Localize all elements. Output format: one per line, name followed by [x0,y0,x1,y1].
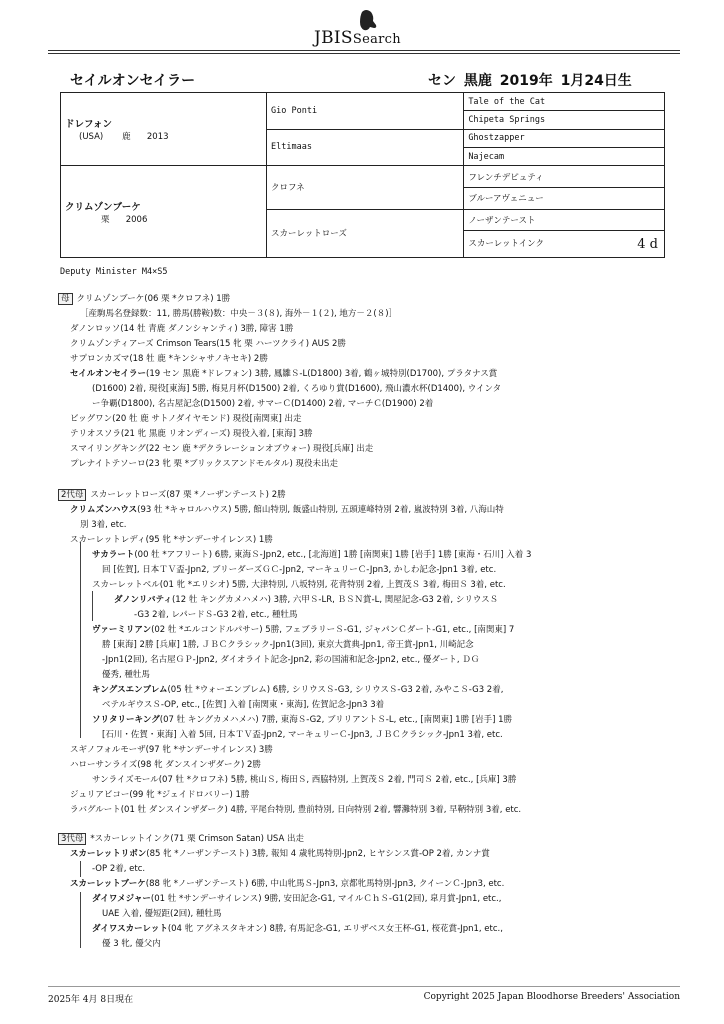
list-item: サンライズモール(07 牡 *クロフネ) 5勝, 桃山Ｓ, 梅田Ｓ, 西脇特別, 上賀茂Ｓ 2着, 門司Ｓ 2着, etc., [兵庫] 3勝 [92,775,517,785]
dam-progeny-stats: ［産駒馬名登録数：11, 勝馬(勝鞍)数：中央－３(８), 海外－１(２), 地方－２(８)］ [80,309,398,319]
gen-label-1: 母 [58,293,73,305]
list-item: ダイワメジャー(01 牡 *サンデーサイレンス) 9勝, 安田記念-G1, マイルＣｈＳ-G1(2回), 皐月賞-Jpn1, etc., [92,894,502,904]
gen3-3: Ghostzapper [464,129,665,147]
gen-label-3: 3代母 [58,833,86,845]
list-item: (D1600) 2着, 現役[東海] 5勝, 梅見月杯(D1500) 2着, くろゆり賞(D1600), 飛山濃水杯(D1400), ウインタ [92,384,502,394]
footer-rule [48,986,680,987]
footer-date: 2025年 4月 8日現在 [48,995,134,1005]
family-number: 4 d [637,236,658,252]
list-item: ソリタリーキング(07 牡 キングカメハメハ) 7勝, 東海Ｓ-G2, ブリリアントＳ-L, etc., [南関東] 1勝 [岩手] 1勝 [92,715,513,725]
gen-label-2: 2代母 [58,489,86,501]
inbreeding-note: Deputy Minister M4×S5 [60,267,168,277]
list-item: -OP 2着, etc. [92,864,146,874]
list-item: サプロンカズマ(18 牡 鹿 *キンシャサノキセキ) 2勝 [70,354,268,364]
list-item: スカーレットリボン(85 牝 *ノーザンテースト) 3勝, 報知 4 歳牝馬特別-Jpn2, ヒヤシンス賞-OP 2着, カンナ賞 [70,849,490,859]
list-item: -G3 2着, レパードＳ-G3 2着, etc., 種牡馬 [134,610,298,620]
list-item: スギノフォルモーザ(97 牝 *サンデーサイレンス) 3勝 [70,745,273,755]
list-item: ダノンリバティ(12 牡 キングカメハメハ) 3勝, 六甲Ｓ-LR, ＢＳＮ賞-L, 関屋記念-G3 2着, シリウスＳ [114,595,499,605]
list-item: ビッグワン(20 牡 鹿 サトノダイヤモンド) 現役[南関東] 出走 [70,414,302,424]
list-item: テリオスソラ(21 牝 黒鹿 リオンディーズ) 現役入着, [東海] 3勝 [70,429,313,439]
list-item: ダイワスカーレット(04 牝 アグネスタキオン) 8勝, 有馬記念-G1, エリザベス女王杯-G1, 桜花賞-Jpn1, etc., [92,924,503,934]
dam-details: 栗 2006 [101,214,148,225]
list-item: 優 3 牝, 優父内 [102,939,161,949]
horse-name: セイルオンセイラー [70,73,196,89]
list-item: 別 3着, etc. [80,520,127,530]
pedigree-table [60,92,665,258]
gen3-6: ブルーアヴェニュー [464,187,665,209]
dam-section [58,292,658,472]
header-rule-2 [48,53,680,54]
list-item: セイルオンセイラー(19 セン 黒鹿 *ドレフォン) 3勝, 鳳雛Ｓ-L(D1800) 3着, 鶴ヶ城特別(D1700), プラタナス賞 [70,369,498,379]
horse-info: セン 黒鹿 2019年 1月24日生 [428,73,632,89]
list-item: ヴァーミリアン(02 牡 *エルコンドルパサー) 5勝, フェブラリーＳ-G1, ジャパンＣダート-G1, etc., [南関東] 7 [92,625,515,635]
list-item: ー争覇(D1800), 名古屋記念(D1500) 2着, サマーＣ(D1400) 2着, マーチＣ(D1900) 2着 [92,399,434,409]
third-dam-entry: *スカーレットインク(71 栗 Crimson Satan) USA 出走 [90,834,304,844]
list-item: サカラート(00 牡 *アフリート) 6勝, 東海Ｓ-Jpn2, etc., [北海道] 1勝 [南関東] 1勝 [岩手] 1勝 [東海・石川] 入着 3 [92,550,532,560]
footer-copyright: Copyright 2025 Japan Bloodhorse Breeders' Association [423,992,680,1002]
gen3-5: フレンチデピュティ [464,166,665,188]
list-item: [石川・佐賀・東海] 入着 5回, 日本ＴＶ盃-Jpn2, マーキュリーＣ-Jpn3, ＪＢＣクラシック-Jpn1 3着, etc. [102,730,503,740]
tree-rule [92,591,93,621]
header-rule [48,50,680,51]
dam-cell [61,166,267,258]
sire-name: ドレフォン [65,119,113,131]
tree-rule [80,892,81,948]
list-item: スカーレットレディ(95 牝 *サンデーサイレンス) 1勝 [70,535,273,545]
dam-entry: クリムゾンブーケ(06 栗 *クロフネ) 1勝 [76,294,231,304]
gen3-1: Tale of the Cat [464,93,665,111]
list-item: ラバグルート(01 牡 ダンスインザダーク) 4勝, 平尾台特別, 豊前特別, 日向特別 2着, 響灘特別 3着, 早鞆特別 3着, etc. [70,805,522,815]
list-item: プレナイトテソーロ(23 牝 栗 *ブリックスアンドモルタル) 現役未出走 [70,459,339,469]
jbis-search-logo [300,8,430,48]
gen2-4: スカーレットローズ [267,209,464,257]
sire-cell [61,93,267,166]
tree-rule [80,542,81,738]
list-item: ジュリアビコー(99 牝 *ジェイドロバリー) 1勝 [70,790,250,800]
list-item: ベテルギウスＳ-OP, etc., [佐賀] 入着 [南関東・東海], 佐賀記念-Jpn3 3着 [102,700,385,710]
gen3-8: スカーレットインク 4 d [464,231,665,258]
gen3-2: Chipeta Springs [464,111,665,129]
list-item: -Jpn1(2回), 名古屋ＧＰ-Jpn2, ダイオライト記念-Jpn2, 彩の国浦和記念-Jpn2, etc., 優ダート, ＤＧ [102,655,480,665]
list-item: 優秀, 種牡馬 [102,670,150,680]
second-dam-section [58,488,658,818]
list-item: スカーレットベル(01 牝 *エリシオ) 5勝, 大津特別, 八坂特別, 花背特別 2着, 上賀茂Ｓ 3着, 梅田Ｓ 3着, etc. [92,580,506,590]
list-item: スカーレットブーケ(88 牝 *ノーザンテースト) 6勝, 中山牝馬Ｓ-Jpn3, 京都牝馬特別-Jpn3, クイーンＣ-Jpn3, etc. [70,879,505,889]
tree-rule [80,861,81,877]
gen3-7: ノーザンテースト [464,209,665,231]
list-item: ダノンロッソ(14 牡 青鹿 ダノンシャンティ) 3勝, 障害 1勝 [70,324,294,334]
gen3-4: Najecam [464,147,665,165]
logo-text: JBISSearch [314,28,401,48]
list-item: スマイリングキング(22 セン 鹿 *デクラレーションオブウォー) 現役[兵庫] 出走 [70,444,374,454]
second-dam-entry: スカーレットローズ(87 栗 *ノーザンテースト) 2勝 [90,490,286,500]
gen2-1: Gio Ponti [267,93,464,130]
sire-details: (USA) 鹿 2013 [79,132,169,143]
list-item: キングスエンブレム(05 牡 *ウォーエンブレム) 6勝, シリウスＳ-G3, シリウスＳ-G3 2着, みやこＳ-G3 2着, [92,685,504,695]
list-item: クリムズンハウス(93 牡 *キャロルハウス) 5勝, 館山特別, 飯盛山特別, 五頭連峰特別 2着, 嵐波特別 3着, 八海山特 [70,505,504,515]
list-item: 回 [佐賀], 日本ＴＶ盃-Jpn2, ブリーダーズＧＣ-Jpn2, マーキュリーＣ-Jpn3, かしわ記念-Jpn1 3着, etc. [102,565,497,575]
gen2-3: クロフネ [267,166,464,209]
list-item: 勝 [東海] 2勝 [兵庫] 1勝, ＪＢＣクラシック-Jpn1(3回), 東京大賞典-Jpn1, 帝王賞-Jpn1, 川崎記念 [102,640,474,650]
list-item: UAE 入着, 優短距(2回), 種牡馬 [102,909,222,919]
third-dam-section [58,832,658,952]
list-item: クリムゾンティアーズ Crimson Tears(15 牝 栗 ハーツクライ) AUS 2勝 [70,339,346,349]
gen2-2: Eltimaas [267,129,464,166]
list-item: ハローサンライズ(98 牝 ダンスインザダーク) 2勝 [70,760,261,770]
dam-name: クリムゾンブーケ [65,201,141,213]
